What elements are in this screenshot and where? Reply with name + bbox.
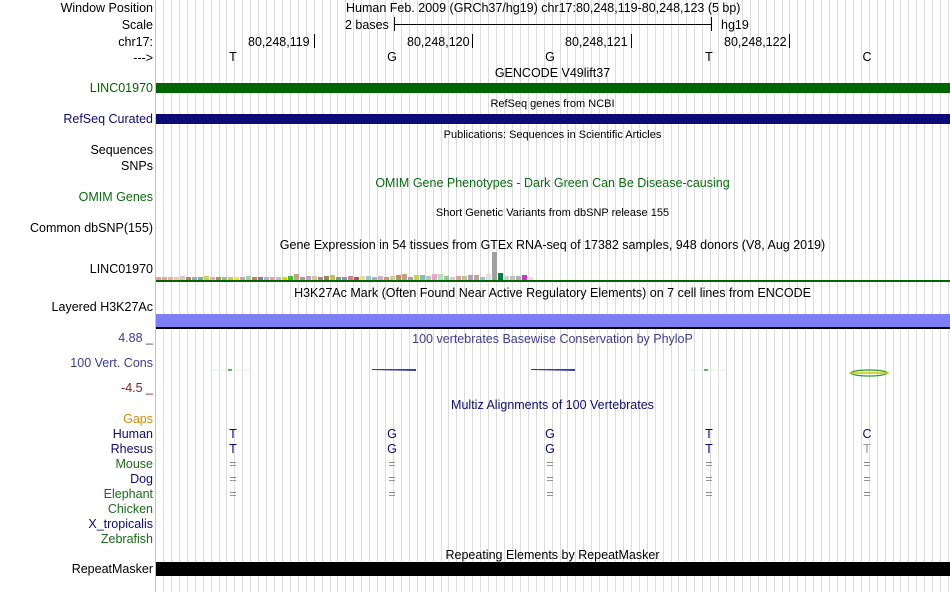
multiz-aligned-base: T	[705, 427, 713, 441]
multiz-aligned-base: =	[546, 487, 554, 501]
sequence-base: G	[545, 50, 555, 64]
refseq-track-title[interactable]: RefSeq genes from NCBI	[490, 98, 615, 110]
dbsnp-track-title[interactable]: Short Genetic Variants from dbSNP release 155	[435, 207, 670, 219]
repeatmasker-track-title[interactable]: Repeating Elements by RepeatMasker	[445, 548, 660, 562]
position-tick	[789, 34, 790, 48]
multiz-aligned-base: =	[705, 457, 713, 471]
position-label: 80,248,122	[724, 35, 787, 49]
multiz-species-label[interactable]: Human	[112, 427, 153, 441]
chrom-label: chr17:	[118, 35, 153, 49]
phylop-track-label[interactable]: 100 Vert. Cons	[70, 356, 153, 370]
multiz-aligned-base: C	[862, 427, 872, 441]
h3k27ac-track-title[interactable]: H3K27Ac Mark (Often Found Near Active Regulatory Elements) on 7 cell lines from ENCODE	[294, 286, 811, 300]
sequence-base: G	[387, 50, 397, 64]
gencode-gene-bar[interactable]	[156, 83, 950, 93]
multiz-track-title[interactable]: Multiz Alignments of 100 Vertebrates	[451, 398, 654, 412]
position-label: 80,248,120	[407, 35, 470, 49]
dbsnp-track-label[interactable]: Common dbSNP(155)	[30, 221, 153, 235]
multiz-aligned-base: =	[705, 472, 713, 486]
strand-label: --->	[133, 51, 153, 65]
multiz-species-label[interactable]: Elephant	[103, 487, 153, 501]
refseq-track-label[interactable]: RefSeq Curated	[63, 112, 153, 126]
omim-track-title[interactable]: OMIM Gene Phenotypes - Dark Green Can Be Disease-causing	[375, 176, 730, 190]
window-position-label: Window Position	[60, 1, 153, 15]
phylop-min-label: -4.5 _	[121, 381, 153, 395]
position-tick	[314, 34, 315, 48]
gtex-track-label[interactable]: LINC01970	[89, 262, 153, 276]
multiz-aligned-base: =	[229, 487, 237, 501]
multiz-species-label[interactable]: Mouse	[115, 457, 153, 471]
sequence-base: T	[229, 50, 237, 64]
multiz-aligned-base: =	[546, 457, 554, 471]
h3k27ac-track-label[interactable]: Layered H3K27Ac	[51, 300, 153, 314]
multiz-species-label[interactable]: Chicken	[107, 502, 153, 516]
multiz-species-label[interactable]: Zebrafish	[100, 532, 153, 546]
scale-right-text: hg19	[721, 18, 749, 32]
scale-left-text: 2 bases	[345, 18, 389, 32]
publications-track-title[interactable]: Publications: Sequences in Scientific Articles	[443, 129, 662, 141]
sequence-base: T	[705, 50, 713, 64]
h3k27ac-baseline	[156, 327, 950, 329]
position-label: 80,248,119	[248, 35, 310, 49]
scale-bar	[394, 24, 712, 25]
multiz-species-label[interactable]: Rhesus	[110, 442, 153, 456]
h3k27ac-signal[interactable]	[156, 314, 950, 327]
multiz-aligned-base: =	[546, 472, 554, 486]
multiz-aligned-base: =	[388, 472, 396, 486]
phylop-mark	[372, 369, 416, 371]
refseq-gene-bar[interactable]	[156, 114, 950, 124]
position-tick	[472, 34, 473, 48]
publications-sequences-label[interactable]: Sequences	[90, 143, 153, 157]
gtex-track-title[interactable]: Gene Expression in 54 tissues from GTEx RNA-seq of 17382 samples, 948 donors (V8, Aug 2019)	[279, 238, 826, 252]
phylop-max-label: 4.88 _	[118, 331, 153, 345]
gencode-track-label[interactable]: LINC01970	[89, 81, 153, 95]
multiz-aligned-base: =	[229, 472, 237, 486]
multiz-species-label[interactable]: Dog	[130, 472, 153, 486]
position-label: 80,248,121	[565, 35, 628, 49]
multiz-aligned-base: G	[387, 427, 397, 441]
multiz-species-label[interactable]: X_tropicalis	[88, 517, 153, 531]
scale-bar-right-tick	[711, 17, 712, 31]
gtex-tissue-bar[interactable]	[498, 273, 503, 280]
multiz-aligned-base: T	[229, 442, 237, 456]
repeatmasker-element-bar[interactable]	[156, 562, 950, 576]
multiz-aligned-base: =	[388, 487, 396, 501]
multiz-aligned-base: T	[705, 442, 713, 456]
multiz-aligned-base: T	[229, 427, 237, 441]
multiz-aligned-base: =	[863, 487, 871, 501]
publications-snps-label[interactable]: SNPs	[121, 159, 153, 173]
multiz-aligned-base: G	[387, 442, 397, 456]
phylop-track-title[interactable]: 100 vertebrates Basewise Conservation by PhyloP	[412, 332, 693, 346]
gtex-expression-bars[interactable]	[156, 250, 950, 280]
multiz-gaps-label[interactable]: Gaps	[123, 412, 153, 426]
phylop-signal[interactable]	[156, 360, 950, 380]
multiz-aligned-base: =	[863, 457, 871, 471]
multiz-aligned-base: =	[863, 472, 871, 486]
position-tick	[631, 34, 632, 48]
window-position-value[interactable]: Human Feb. 2009 (GRCh37/hg19) chr17:80,248,119-80,248,123 (5 bp)	[346, 1, 741, 15]
phylop-mark	[531, 369, 575, 371]
multiz-aligned-base: =	[388, 457, 396, 471]
multiz-aligned-base: T	[863, 442, 871, 456]
multiz-aligned-base: =	[705, 487, 713, 501]
gencode-track-title[interactable]: GENCODE V49lift37	[494, 66, 611, 80]
multiz-aligned-base: G	[545, 427, 555, 441]
multiz-aligned-base: =	[229, 457, 237, 471]
scale-label: Scale	[121, 18, 153, 32]
sequence-base: C	[862, 50, 872, 64]
gtex-gene-line	[156, 280, 950, 282]
omim-track-label[interactable]: OMIM Genes	[78, 190, 153, 204]
multiz-aligned-base: G	[545, 442, 555, 456]
gtex-tissue-bar[interactable]	[492, 252, 497, 280]
repeatmasker-track-label[interactable]: RepeatMasker	[71, 562, 153, 576]
